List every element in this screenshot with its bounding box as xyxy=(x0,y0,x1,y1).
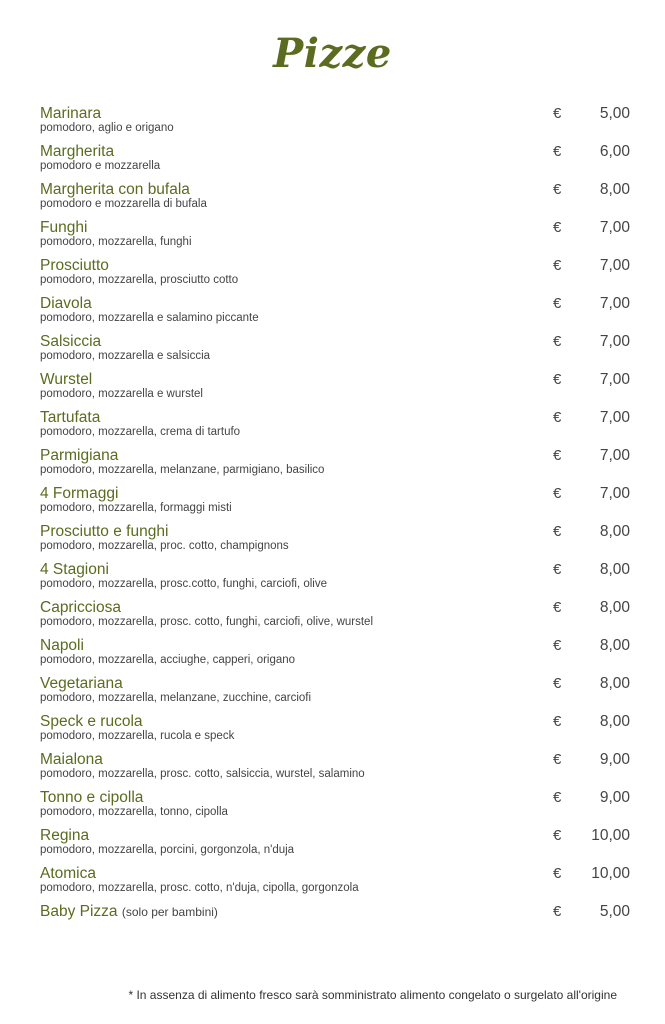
item-price: 7,00 xyxy=(599,371,630,388)
item-name: Wurstel xyxy=(40,371,93,388)
item-price: 8,00 xyxy=(599,675,630,692)
item-price: 8,00 xyxy=(599,561,630,578)
item-name: Margherita xyxy=(40,143,115,160)
menu-item xyxy=(40,371,630,409)
item-name: Tartufata xyxy=(40,409,101,426)
currency-symbol: € xyxy=(553,409,562,426)
item-description: pomodoro, mozzarella, prosciutto cotto xyxy=(40,274,239,286)
item-price: 7,00 xyxy=(599,447,630,464)
item-note: (solo per bambini) xyxy=(121,905,218,919)
item-price: 7,00 xyxy=(599,333,630,350)
item-name: Regina xyxy=(40,827,90,844)
item-name: Baby Pizza xyxy=(40,903,118,920)
item-price: 8,00 xyxy=(599,637,630,654)
menu-item xyxy=(40,865,630,903)
currency-symbol: € xyxy=(553,105,562,122)
item-price: 8,00 xyxy=(599,599,630,616)
item-price: 7,00 xyxy=(599,409,630,426)
currency-symbol: € xyxy=(553,637,562,654)
item-name: Capricciosa xyxy=(40,599,121,616)
currency-symbol: € xyxy=(553,143,562,160)
menu-item xyxy=(40,675,630,713)
item-description: pomodoro, mozzarella, formaggi misti xyxy=(40,502,232,514)
menu-item xyxy=(40,903,630,941)
item-name: Vegetariana xyxy=(40,675,123,692)
currency-symbol: € xyxy=(553,295,562,312)
item-name: Napoli xyxy=(40,637,84,654)
currency-symbol: € xyxy=(553,485,562,502)
item-name: Maialona xyxy=(40,751,103,768)
currency-symbol: € xyxy=(553,713,562,730)
currency-symbol: € xyxy=(553,257,562,274)
item-description: pomodoro, mozzarella, acciughe, capperi, origano xyxy=(40,654,296,666)
menu-item xyxy=(40,637,630,675)
item-name: Margherita con bufala xyxy=(40,181,190,198)
item-description: pomodoro, mozzarella e salamino piccante xyxy=(40,312,259,324)
menu-item xyxy=(40,485,630,523)
item-name: Atomica xyxy=(40,865,96,882)
item-name: 4 Stagioni xyxy=(40,561,109,578)
menu-item xyxy=(40,257,630,295)
currency-symbol: € xyxy=(553,181,562,198)
item-description: pomodoro e mozzarella xyxy=(40,160,161,172)
menu-item xyxy=(40,295,630,333)
item-price: 9,00 xyxy=(599,751,630,768)
item-description: pomodoro, mozzarella e wurstel xyxy=(40,388,203,400)
currency-symbol: € xyxy=(553,865,562,882)
item-price: 9,00 xyxy=(599,789,630,806)
item-name: Marinara xyxy=(40,105,102,122)
currency-symbol: € xyxy=(553,675,562,692)
item-price: 7,00 xyxy=(599,485,630,502)
item-description: pomodoro, mozzarella, porcini, gorgonzola, n'duja xyxy=(40,844,295,856)
menu-item xyxy=(40,599,630,637)
footnote: * In assenza di alimento fresco sarà somministrato alimento congelato o surgelato all'origine xyxy=(128,988,617,1002)
item-description: pomodoro e mozzarella di bufala xyxy=(40,198,207,210)
menu-item xyxy=(40,713,630,751)
item-price: 7,00 xyxy=(599,295,630,312)
currency-symbol: € xyxy=(553,903,562,920)
item-name: Parmigiana xyxy=(40,447,119,464)
currency-symbol: € xyxy=(553,219,562,236)
menu-item xyxy=(40,181,630,219)
currency-symbol: € xyxy=(553,447,562,464)
item-name: Speck e rucola xyxy=(40,713,143,730)
currency-symbol: € xyxy=(553,751,562,768)
item-price: 5,00 xyxy=(599,903,630,920)
currency-symbol: € xyxy=(553,599,562,616)
item-price: 7,00 xyxy=(599,257,630,274)
item-description: pomodoro, mozzarella, tonno, cipolla xyxy=(40,806,228,818)
menu-item xyxy=(40,409,630,447)
item-price: 7,00 xyxy=(599,219,630,236)
item-description: pomodoro, mozzarella, rucola e speck xyxy=(40,730,235,742)
item-description: pomodoro, mozzarella, funghi xyxy=(40,236,192,248)
item-price: 8,00 xyxy=(599,181,630,198)
item-price: 8,00 xyxy=(599,523,630,540)
item-name: 4 Formaggi xyxy=(40,485,119,502)
item-description: pomodoro, mozzarella, prosc.cotto, funghi, carciofi, olive xyxy=(40,578,327,590)
menu-item xyxy=(40,143,630,181)
item-description: pomodoro, mozzarella, prosc. cotto, funghi, carciofi, olive, wurstel xyxy=(40,616,374,628)
menu-item xyxy=(40,523,630,561)
item-price: 8,00 xyxy=(599,713,630,730)
item-description: pomodoro, mozzarella, prosc. cotto, n'duja, cipolla, gorgonzola xyxy=(40,882,359,894)
item-name: Salsiccia xyxy=(40,333,102,350)
menu-item xyxy=(40,789,630,827)
item-description: pomodoro, mozzarella, melanzane, zucchine, carciofi xyxy=(40,692,312,704)
item-name: Funghi xyxy=(40,219,88,236)
pizza-menu-list xyxy=(40,105,630,941)
item-description: pomodoro, mozzarella, melanzane, parmigiano, basilico xyxy=(40,464,325,476)
item-description: pomodoro, mozzarella, proc. cotto, champignons xyxy=(40,540,289,552)
item-price: 5,00 xyxy=(599,105,630,122)
item-price: 10,00 xyxy=(591,865,630,882)
item-price: 10,00 xyxy=(591,827,630,844)
item-description: pomodoro, aglio e origano xyxy=(40,122,174,134)
item-name: Tonno e cipolla xyxy=(40,789,144,806)
menu-item xyxy=(40,105,630,143)
menu-item xyxy=(40,561,630,599)
currency-symbol: € xyxy=(553,333,562,350)
item-name: Prosciutto e funghi xyxy=(40,523,169,540)
currency-symbol: € xyxy=(553,789,562,806)
page-title: Pizze xyxy=(273,30,392,77)
menu-item xyxy=(40,751,630,789)
currency-symbol: € xyxy=(553,827,562,844)
item-description: pomodoro, mozzarella e salsiccia xyxy=(40,350,211,362)
menu-item xyxy=(40,333,630,371)
item-price: 6,00 xyxy=(599,143,630,160)
item-name: Diavola xyxy=(40,295,92,312)
menu-item xyxy=(40,827,630,865)
currency-symbol: € xyxy=(553,371,562,388)
currency-symbol: € xyxy=(553,561,562,578)
currency-symbol: € xyxy=(553,523,562,540)
item-description: pomodoro, mozzarella, prosc. cotto, salsiccia, wurstel, salamino xyxy=(40,768,365,780)
item-name: Prosciutto xyxy=(40,257,109,274)
menu-item xyxy=(40,219,630,257)
menu-item xyxy=(40,447,630,485)
item-description: pomodoro, mozzarella, crema di tartufo xyxy=(40,426,241,438)
